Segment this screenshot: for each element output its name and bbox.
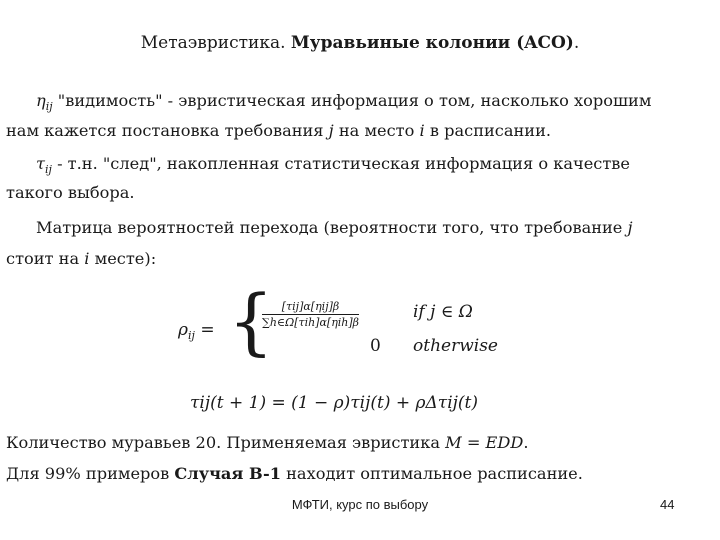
slide-title <box>0 33 720 53</box>
formula-lhs <box>178 320 215 342</box>
fraction-denominator: ∑h∈Ω[τih]α[ηih]β <box>262 316 360 329</box>
eta-text-2b: на место <box>338 121 415 140</box>
conclusion-line-1 <box>6 433 528 452</box>
matrix-line-1 <box>36 218 633 237</box>
eta-line-1 <box>36 91 651 113</box>
matrix-line-2 <box>6 249 156 268</box>
case-2-condition: otherwise <box>413 336 498 356</box>
tau-line-1 <box>36 154 630 176</box>
conclusion-text-2a: Для 99% примеров <box>6 464 170 483</box>
case-2-value: 0 <box>370 336 381 356</box>
heuristic-math: M = EDD <box>445 433 524 452</box>
footer-course: МФТИ, курс по выбору <box>291 497 429 512</box>
matrix-text-2b: месте): <box>94 249 157 268</box>
title-prefix: Метаэвристика. <box>140 33 286 53</box>
matrix-text-1a: Матрица вероятностей перехода (вероятности того, что требование <box>36 218 623 237</box>
rho-sub: ij <box>188 329 195 342</box>
probability-fraction <box>262 300 359 329</box>
title-bold: Муравьиные колонии (ACO) <box>290 33 574 53</box>
tau-sub: ij <box>44 163 52 176</box>
rho-symbol: ρ <box>178 320 188 340</box>
var-j: j <box>328 121 334 140</box>
tau-symbol: τ <box>36 154 45 173</box>
equals-sign: = <box>200 320 215 340</box>
eta-symbol: η <box>36 91 46 110</box>
var-j-2: j <box>627 218 633 237</box>
eta-text-2c: в расписании. <box>429 121 552 140</box>
eta-line-2 <box>6 121 551 140</box>
matrix-text-2a: стоит на <box>6 249 80 268</box>
title-suffix: . <box>573 33 580 53</box>
conclusion-line-2 <box>6 464 583 483</box>
tau-line-2: такого выбора. <box>6 183 135 202</box>
eta-sub: ij <box>45 100 53 113</box>
var-i-2: i <box>84 249 90 268</box>
left-brace-icon: { <box>228 279 274 363</box>
eta-text-1: "видимость" - эвристическая информация о том, насколько хорошим <box>57 91 652 110</box>
conclusion-text-1b: . <box>523 433 529 452</box>
tau-text-1: - т.н. "след", накопленная статистическая информация о качестве <box>57 154 630 173</box>
var-i: i <box>419 121 425 140</box>
case-name: Случая B-1 <box>174 464 281 483</box>
eta-text-2a: нам кажется постановка требования <box>6 121 324 140</box>
pheromone-update-formula: τij(t + 1) = (1 − ρ)τij(t) + ρΔτij(t) <box>190 393 478 413</box>
case-1-condition: if j ∈ Ω <box>413 302 473 322</box>
conclusion-text-1a: Количество муравьев 20. Применяемая эвристика <box>6 433 440 452</box>
fraction-numerator: [τij]α[ηij]β <box>262 300 359 315</box>
conclusion-text-2b: находит оптимальное расписание. <box>286 464 583 483</box>
page-number: 44 <box>660 497 675 512</box>
